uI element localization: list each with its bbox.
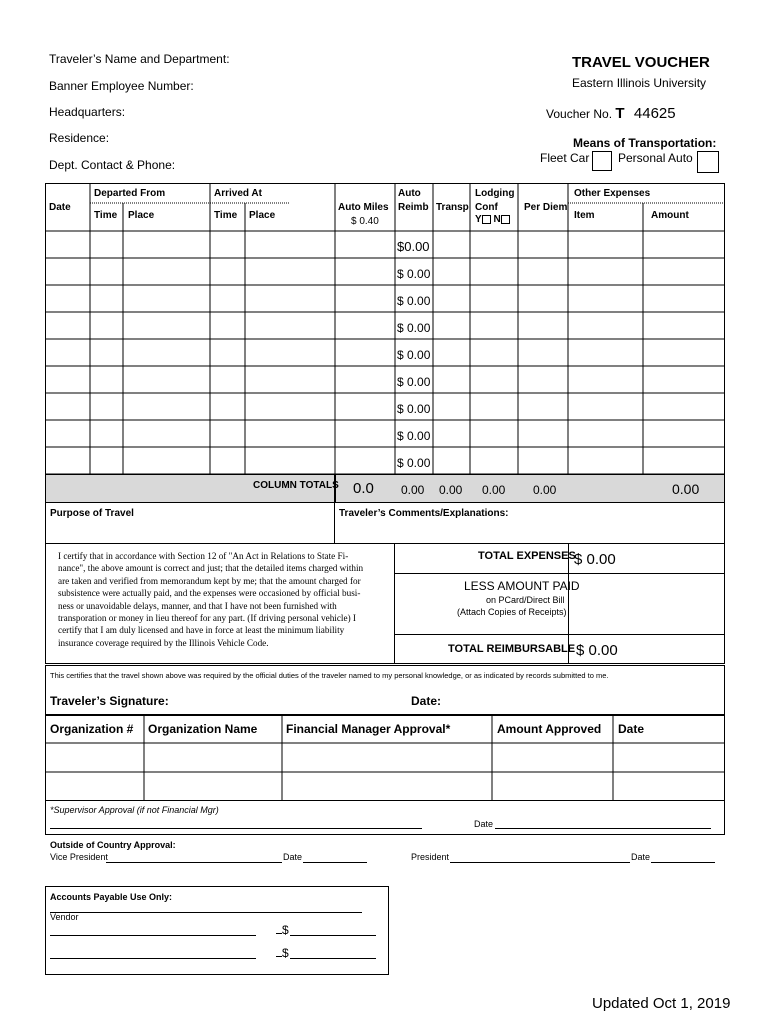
reimb-value[interactable]: $ 0.00 [397,456,431,470]
dollar-sign-1 [276,921,289,937]
dollar-sign-2 [276,944,289,960]
fleet-car-checkbox[interactable] [592,151,612,171]
voucher-label-text: Voucher No. [546,107,613,121]
col-auto-reimb-2: Reimb [398,202,429,213]
total-other[interactable]: 0.00 [672,481,700,497]
total-per-diem[interactable]: 0.00 [533,483,557,497]
reimb-value[interactable]: $0.00 [397,239,430,254]
col-conf: Conf [475,202,498,213]
yes-checkbox[interactable] [482,215,491,224]
col-per-diem: Per Diem [524,202,568,213]
reimb-value[interactable]: $ 0.00 [397,429,431,443]
col-departed-time: Time [94,210,118,221]
less-amount-label: LESS AMOUNT PAID [464,579,580,593]
total-transp[interactable]: 0.00 [439,483,463,497]
president-label: President [411,852,450,862]
personal-auto-checkbox[interactable] [697,151,719,173]
dollar-sign: $ [282,923,289,937]
signature-label[interactable]: Traveler’s Signature: [50,694,169,708]
total-expenses-value[interactable]: $ 0.00 [574,551,616,568]
fleet-car-label: Fleet Car [540,151,590,165]
reimb-value[interactable]: $ 0.00 [397,375,431,389]
pcard-label: on PCard/Direct Bill [486,595,565,605]
col-auto-miles: Auto Miles [338,202,389,213]
total-expenses-label: TOTAL EXPENSES [478,550,576,562]
yes-label: Y [475,214,482,225]
voucher-prefix: T [615,105,625,122]
col-lodging: Lodging [475,188,515,199]
total-lodging[interactable]: 0.00 [482,483,506,497]
dollar-sign: $ [282,946,289,960]
supervisor-date-line[interactable] [495,828,711,829]
total-reimb[interactable]: 0.00 [401,483,425,497]
updated-date: Updated Oct 1, 2019 [592,995,731,1012]
president-line[interactable] [450,862,630,863]
dept-contact-label: Dept. Contact & Phone: [49,158,176,172]
attach-label: (Attach Copies of Receipts) [457,607,567,617]
vendor-line-2[interactable] [50,958,256,959]
total-miles[interactable]: 0.0 [353,480,374,497]
headquarters-label: Headquarters: [49,105,126,119]
personal-auto-label: Personal Auto [618,151,693,165]
vp-date-label: Date [283,852,303,862]
outside-country-label: Outside of Country Approval: [50,840,176,850]
vendor-line-1[interactable] [50,935,256,936]
expense-table-grid [45,183,725,503]
traveler-name-label: Traveler’s Name and Department: [49,52,230,66]
col-arrived-time: Time [214,210,238,221]
president-date-label: Date [631,852,651,862]
col-other-expenses: Other Expenses [574,188,651,199]
vice-president-line[interactable] [106,862,282,863]
reimb-value[interactable]: $ 0.00 [397,348,431,362]
reimb-value[interactable]: $ 0.00 [397,267,431,281]
auto-rate: $ 0.40 [351,216,379,227]
reimb-value[interactable]: $ 0.00 [397,294,431,308]
col-transp: Transp [436,202,469,213]
column-totals-label: COLUMN TOTALS [253,480,339,491]
no-label: N [493,214,501,225]
org-number-header: Organization # [50,722,134,736]
total-reimbursable-value[interactable]: $ 0.00 [576,642,618,659]
voucher-number[interactable]: 44625 [633,105,676,122]
reimb-value[interactable]: $ 0.00 [397,321,431,335]
col-date: Date [49,202,71,213]
col-arrived-at: Arrived At [214,188,262,199]
col-departed-place: Place [128,210,155,221]
vendor-label: Vendor [50,912,79,922]
amount-line-2[interactable] [290,958,376,959]
col-item: Item [574,210,595,221]
accounts-payable-label: Accounts Payable Use Only: [50,892,173,902]
total-reimbursable-label: TOTAL REIMBURSABLE [448,643,576,655]
approval-date-header: Date [618,722,645,736]
org-name-header: Organization Name [148,722,258,736]
president-date-line[interactable] [651,862,715,863]
no-checkbox[interactable] [501,215,510,224]
form-title: TRAVEL VOUCHER [572,54,710,71]
col-amount: Amount [651,210,689,221]
supervisor-date-label: Date [474,819,494,829]
less-amount-box [394,573,569,635]
certifies-text: This certifies that the travel shown above was required by the official duties of the traveler named to my personal knowledge, or as indicated by records submitted to me. [50,671,609,680]
certify-text: I certify that in accordance with Section 12 of "An Act in Relations to State Fi- nance", the above amount is correct and just; that the detailed items charged within are taken and verified from memorandum kept by me; that the amount charged for subsistence were actually paid, and the expenses were occasioned by official busi- ness or unavoidable delays, manner, and that I have not been furnished with transporation or money in lieu thereof for any part. (If driving personal vehicle) I certify that I am duly licensed and have in force at least the minimum liability insurance coverage required by the Illinois Vehicle Code. [58,551,364,648]
supervisor-signature-line[interactable] [50,828,422,829]
residence-label: Residence: [49,131,110,145]
less-amount-input[interactable] [568,573,725,635]
purpose-label: Purpose of Travel [50,508,134,519]
comments-label: Traveler’s Comments/Explanations: [339,508,509,519]
col-auto-reimb-1: Auto [398,188,421,199]
col-arrived-place: Place [249,210,276,221]
vice-president-label: Vice President [50,852,108,862]
col-departed-from: Departed From [94,188,166,199]
amount-line-1[interactable] [290,935,376,936]
university-name: Eastern Illinois University [572,76,707,90]
amount-approved-header: Amount Approved [497,722,602,736]
ap-top-line [50,912,362,913]
vp-date-line[interactable] [303,862,367,863]
banner-number-label: Banner Employee Number: [49,79,194,93]
voucher-label [546,105,676,122]
supervisor-label: *Supervisor Approval (if not Financial Mgr) [50,805,219,815]
reimb-value[interactable]: $ 0.00 [397,402,431,416]
lodging-yn [475,214,510,225]
fin-mgr-header: Financial Manager Approval* [286,722,451,736]
means-label: Means of Transportation: [573,136,717,150]
signature-date-label[interactable]: Date: [411,694,442,708]
